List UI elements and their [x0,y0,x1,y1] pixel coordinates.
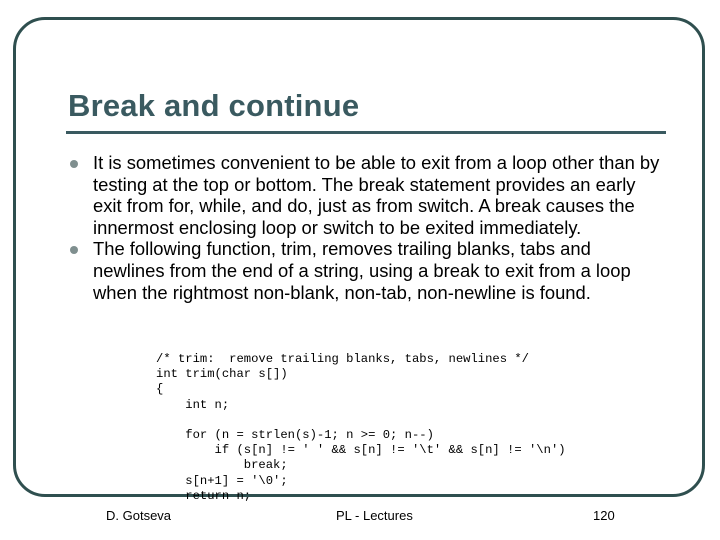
slide-title: Break and continue [68,88,360,123]
code-line: if (s[n] != ' ' && s[n] != '\t' && s[n] != '\n') [156,443,566,458]
bullet-list [66,152,666,303]
bullet-text: The following function, trim, removes trailing blanks, tabs and newlines from the end of a string, using a break to exit from a loop when the rightmost non-blank, non-tab, non-newline is found. [93,238,631,303]
bullet-item [66,152,666,238]
code-line: /* trim: remove trailing blanks, tabs, newlines */ [156,352,529,366]
code-line: int n; [156,397,230,412]
code-line: s[n+1] = '\0'; [156,473,288,488]
bullet-text: It is sometimes convenient to be able to exit from a loop other than by testing at the top or bottom. The break statement provides an early exit from for, while, and do, just as from switch. A break causes the innermost enclosing loop or switch to be exited immediately. [93,152,660,238]
footer-author: D. Gotseva [106,508,172,523]
code-line: { [156,382,164,397]
bullet-dot-icon [70,246,78,254]
footer-course: PL - Lectures [336,508,413,523]
page-number: 120 [593,508,615,523]
title-underline [66,131,666,134]
code-line: break; [156,458,288,473]
code-line: int trim(char s[]) [156,367,288,382]
code-line: for (n = strlen(s)-1; n >= 0; n--) [156,428,434,443]
code-block [156,352,566,504]
bullet-dot-icon [70,160,78,168]
code-line: return n; [156,488,252,503]
bullet-item [66,238,666,303]
